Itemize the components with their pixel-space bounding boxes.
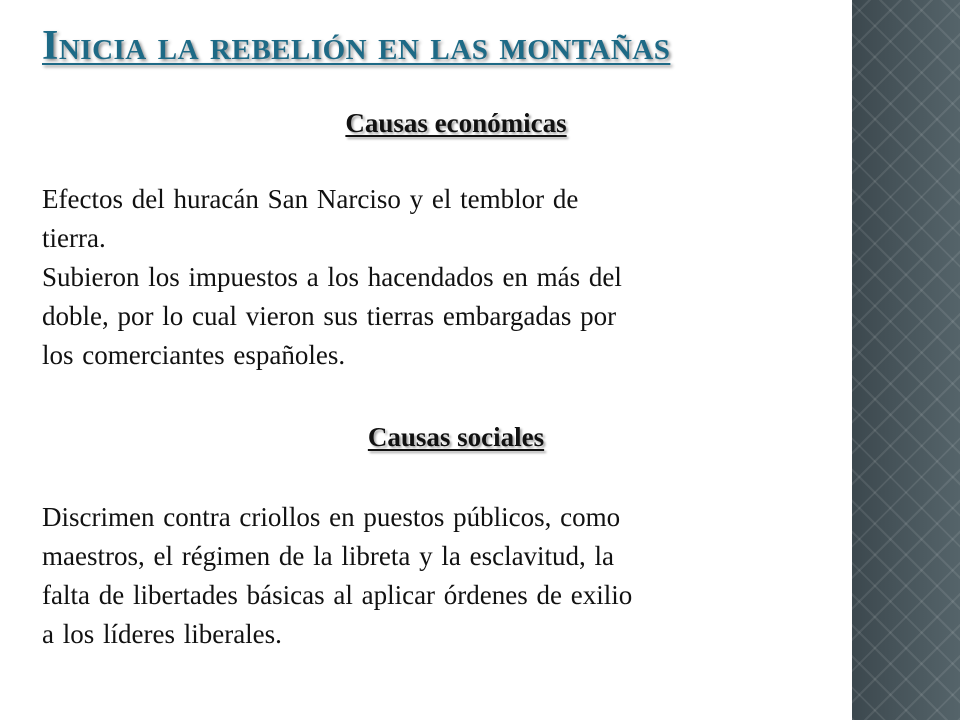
text-line: maestros, el régimen de la libreta y la esclavitud, la [42,541,615,571]
text-line: falta de libertades básicas al aplicar órdenes de exilio [42,580,633,610]
section-body-social [42,498,822,654]
text-line: Subieron los impuestos a los hacendados en más del [42,262,622,292]
text-line: tierra. [42,223,106,253]
section-heading-economic: Causas económicas [345,108,567,138]
text-line: Discrimen contra criollos en puestos públicos, como [42,502,621,532]
text-line: los comerciantes españoles. [42,340,346,370]
text-line: doble, por lo cual vieron sus tierras embargadas por [42,301,617,331]
text-line: a los líderes liberales. [42,619,282,649]
decorative-side-panel [852,0,960,720]
section-body-economic [42,180,822,375]
text-line: Efectos del huracán San Narciso y el temblor de [42,184,579,214]
section-heading-social: Causas sociales [367,422,545,452]
slide-title: Inicia la rebelión en las montañas [42,23,671,69]
